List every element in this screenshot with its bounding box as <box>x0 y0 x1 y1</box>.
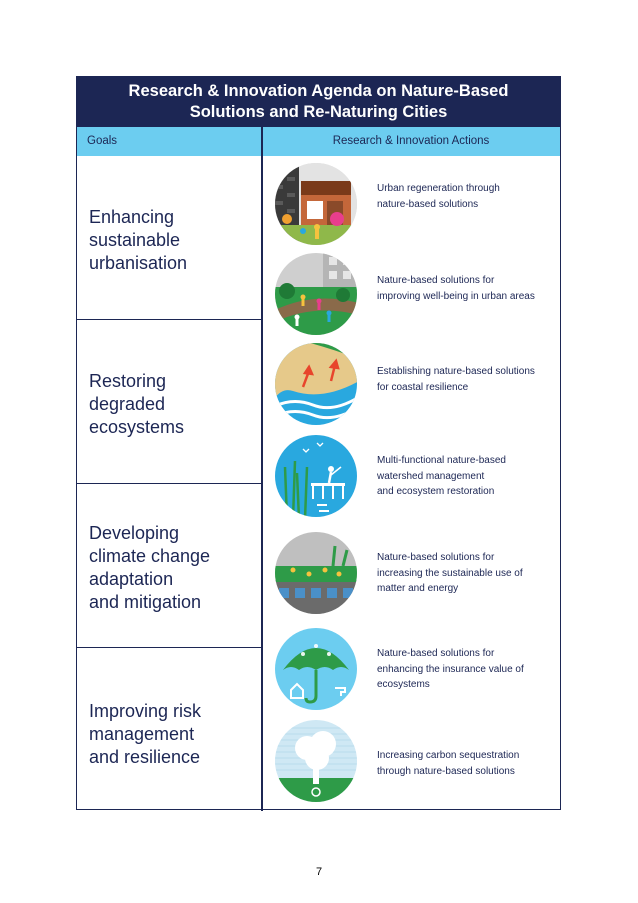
action-line: Urban regeneration through <box>377 183 500 194</box>
action-text <box>377 181 557 212</box>
title-line-1: Research & Innovation Agenda on Nature-Based <box>128 82 509 100</box>
goal-cell-2 <box>77 320 261 484</box>
action-line: Increasing carbon sequestration <box>377 750 520 761</box>
goal-text <box>89 522 210 614</box>
action-row-3 <box>273 341 558 427</box>
goal-line: management <box>89 724 195 744</box>
goals-header: Goals <box>87 135 118 147</box>
goal-text <box>89 370 184 439</box>
action-line: enhancing the insurance value of <box>377 663 524 675</box>
goal-line: and mitigation <box>89 592 202 612</box>
action-text <box>377 364 557 395</box>
action-line: for coastal resilience <box>377 381 469 393</box>
action-text <box>377 550 557 597</box>
goal-cell-1 <box>77 156 261 320</box>
action-line: ecosystems <box>377 679 430 690</box>
action-row-7 <box>273 718 558 804</box>
action-line: through nature-based solutions <box>377 765 515 777</box>
action-line: improving well-being in urban areas <box>377 290 535 302</box>
goal-line: Developing <box>89 523 180 543</box>
coastal-resilience-icon <box>273 341 359 427</box>
column-divider <box>261 127 263 811</box>
actions-header: Research & Innovation Actions <box>332 135 490 147</box>
carbon-tree-icon <box>273 718 359 804</box>
green-roof-icon <box>273 530 359 616</box>
action-line: matter and energy <box>377 583 459 594</box>
goal-cell-4 <box>77 648 261 811</box>
action-text <box>377 273 557 304</box>
goal-text <box>89 206 187 275</box>
goal-line: adaptation <box>89 569 174 589</box>
watershed-icon <box>273 433 359 519</box>
action-row-1 <box>273 161 558 247</box>
goal-line: urbanisation <box>89 253 188 273</box>
action-text <box>377 646 557 693</box>
action-line: Nature-based solutions for <box>377 275 495 286</box>
nbs-agenda-infographic <box>76 76 561 810</box>
column-header-row <box>77 127 560 156</box>
action-line: increasing the sustainable use of <box>377 567 523 579</box>
goal-cell-3 <box>77 484 261 648</box>
goal-line: ecosystems <box>89 417 185 437</box>
action-row-2 <box>273 251 558 337</box>
goal-line: degraded <box>89 394 166 414</box>
page-number: 7 <box>315 866 323 878</box>
action-row-4 <box>273 433 558 519</box>
goal-line: and resilience <box>89 747 201 767</box>
title-line-2: Solutions and Re-Naturing Cities <box>189 103 448 121</box>
goal-line: Restoring <box>89 371 167 391</box>
urban-regeneration-icon <box>273 161 359 247</box>
action-line: Multi-functional nature-based <box>377 455 506 466</box>
action-line: Nature-based solutions for <box>377 648 495 659</box>
goal-line: sustainable <box>89 230 181 250</box>
goal-line: Enhancing <box>89 207 175 227</box>
action-line: and ecosystem restoration <box>377 486 495 497</box>
infographic-title <box>77 77 560 127</box>
action-line: Nature-based solutions for <box>377 552 495 563</box>
action-text <box>377 453 557 500</box>
goal-line: Improving risk <box>89 701 202 721</box>
action-row-5 <box>273 530 558 616</box>
action-row-6 <box>273 626 558 712</box>
urban-wellbeing-icon <box>273 251 359 337</box>
goal-line: climate change <box>89 546 211 566</box>
tree-umbrella-icon <box>273 626 359 712</box>
action-line: nature-based solutions <box>377 198 479 210</box>
action-line: Establishing nature-based solutions <box>377 366 535 377</box>
action-line: watershed management <box>377 470 485 482</box>
goal-text <box>89 700 201 769</box>
action-text <box>377 748 557 779</box>
